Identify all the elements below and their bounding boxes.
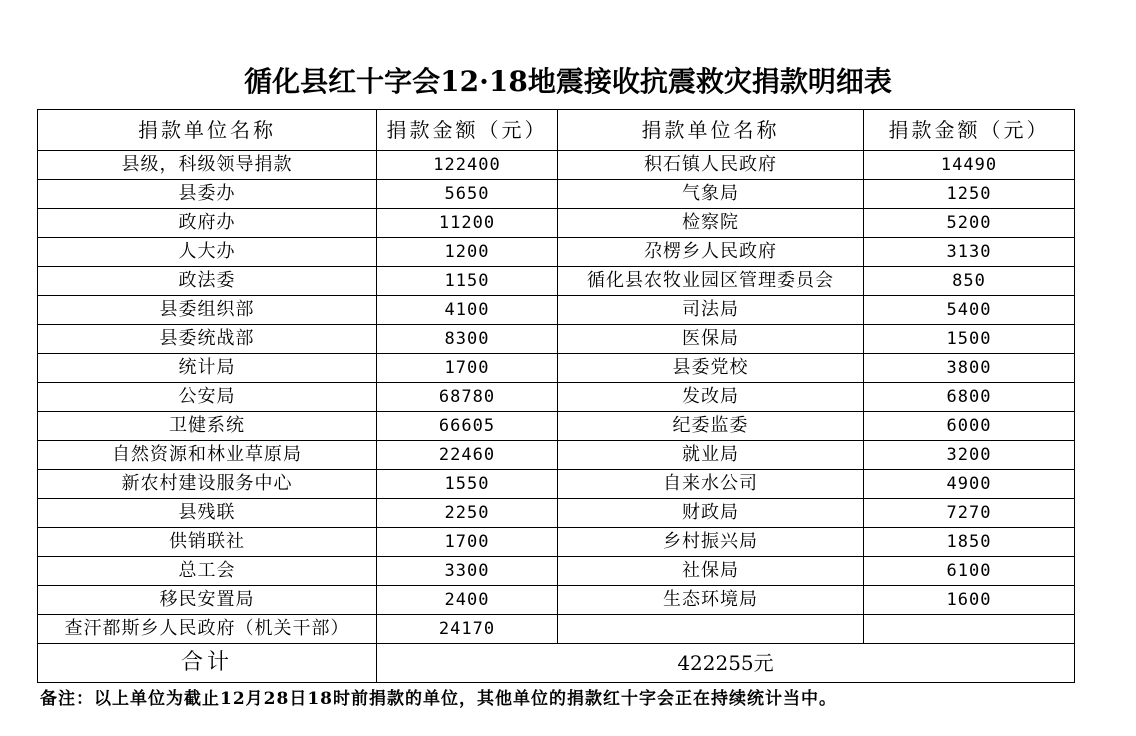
left-amount: 1700 bbox=[377, 354, 558, 383]
left-amount: 22460 bbox=[377, 441, 558, 470]
left-unit-name: 县委办 bbox=[38, 180, 377, 209]
left-unit-name: 县委统战部 bbox=[38, 325, 377, 354]
left-unit-name: 公安局 bbox=[38, 383, 377, 412]
left-amount: 11200 bbox=[377, 209, 558, 238]
right-amount: 14490 bbox=[864, 151, 1075, 180]
right-unit-name: 社保局 bbox=[558, 557, 864, 586]
right-unit-name: 尕楞乡人民政府 bbox=[558, 238, 864, 267]
donation-table bbox=[37, 109, 1075, 683]
left-amount: 2250 bbox=[377, 499, 558, 528]
left-unit-name: 县残联 bbox=[38, 499, 377, 528]
right-unit-name: 财政局 bbox=[558, 499, 864, 528]
left-amount: 122400 bbox=[377, 151, 558, 180]
page-title: 循化县红十字会12·18地震接收抗震救灾捐款明细表 bbox=[244, 65, 892, 98]
left-amount: 1700 bbox=[377, 528, 558, 557]
total-label: 合计 bbox=[38, 644, 377, 683]
table-row bbox=[38, 412, 1075, 441]
header-left-amount: 捐款金额（元） bbox=[377, 110, 558, 151]
right-unit-name: 纪委监委 bbox=[558, 412, 864, 441]
left-unit-name: 统计局 bbox=[38, 354, 377, 383]
left-amount: 4100 bbox=[377, 296, 558, 325]
footnote: 备注：以上单位为截止12月28日18时前捐款的单位，其他单位的捐款红十字会正在持续统计当中。 bbox=[40, 689, 837, 709]
table-header-row bbox=[38, 110, 1075, 151]
table-row bbox=[38, 528, 1075, 557]
right-amount: 6800 bbox=[864, 383, 1075, 412]
right-amount: 3800 bbox=[864, 354, 1075, 383]
header-right-amount: 捐款金额（元） bbox=[864, 110, 1075, 151]
right-amount: 7270 bbox=[864, 499, 1075, 528]
header-left-name: 捐款单位名称 bbox=[38, 110, 377, 151]
right-unit-name: 县委党校 bbox=[558, 354, 864, 383]
left-unit-name: 人大办 bbox=[38, 238, 377, 267]
right-amount: 6000 bbox=[864, 412, 1075, 441]
left-unit-name: 自然资源和林业草原局 bbox=[38, 441, 377, 470]
left-unit-name: 移民安置局 bbox=[38, 586, 377, 615]
left-unit-name: 总工会 bbox=[38, 557, 377, 586]
right-unit-name: 检察院 bbox=[558, 209, 864, 238]
right-unit-name: 司法局 bbox=[558, 296, 864, 325]
total-value: 422255元 bbox=[377, 644, 1075, 683]
table-row bbox=[38, 151, 1075, 180]
table-row bbox=[38, 238, 1075, 267]
right-amount: 1850 bbox=[864, 528, 1075, 557]
right-amount: 3130 bbox=[864, 238, 1075, 267]
left-amount: 68780 bbox=[377, 383, 558, 412]
left-amount: 5650 bbox=[377, 180, 558, 209]
right-amount: 850 bbox=[864, 267, 1075, 296]
left-unit-name: 政法委 bbox=[38, 267, 377, 296]
right-amount: 6100 bbox=[864, 557, 1075, 586]
left-unit-name: 新农村建设服务中心 bbox=[38, 470, 377, 499]
left-amount: 2400 bbox=[377, 586, 558, 615]
table-row bbox=[38, 267, 1075, 296]
right-unit-name: 医保局 bbox=[558, 325, 864, 354]
right-amount bbox=[864, 615, 1075, 644]
left-unit-name: 县级，科级领导捐款 bbox=[38, 151, 377, 180]
table-row bbox=[38, 557, 1075, 586]
left-amount: 1150 bbox=[377, 267, 558, 296]
right-unit-name: 发改局 bbox=[558, 383, 864, 412]
table-row bbox=[38, 296, 1075, 325]
left-amount: 24170 bbox=[377, 615, 558, 644]
table-row bbox=[38, 209, 1075, 238]
left-amount: 1200 bbox=[377, 238, 558, 267]
right-amount: 3200 bbox=[864, 441, 1075, 470]
right-unit-name: 生态环境局 bbox=[558, 586, 864, 615]
table-row bbox=[38, 499, 1075, 528]
left-unit-name: 供销联社 bbox=[38, 528, 377, 557]
left-amount: 1550 bbox=[377, 470, 558, 499]
table-row bbox=[38, 615, 1075, 644]
right-unit-name: 循化县农牧业园区管理委员会 bbox=[558, 267, 864, 296]
right-amount: 1500 bbox=[864, 325, 1075, 354]
table-row bbox=[38, 441, 1075, 470]
table-row bbox=[38, 325, 1075, 354]
right-unit-name: 气象局 bbox=[558, 180, 864, 209]
right-amount: 1600 bbox=[864, 586, 1075, 615]
right-amount: 5200 bbox=[864, 209, 1075, 238]
right-amount: 1250 bbox=[864, 180, 1075, 209]
left-amount: 3300 bbox=[377, 557, 558, 586]
right-amount: 5400 bbox=[864, 296, 1075, 325]
right-unit-name: 自来水公司 bbox=[558, 470, 864, 499]
right-amount: 4900 bbox=[864, 470, 1075, 499]
left-amount: 8300 bbox=[377, 325, 558, 354]
total-row bbox=[38, 644, 1075, 683]
right-unit-name: 乡村振兴局 bbox=[558, 528, 864, 557]
right-unit-name: 就业局 bbox=[558, 441, 864, 470]
table-row bbox=[38, 470, 1075, 499]
left-unit-name: 县委组织部 bbox=[38, 296, 377, 325]
left-unit-name: 卫健系统 bbox=[38, 412, 377, 441]
left-amount: 66605 bbox=[377, 412, 558, 441]
header-right-name: 捐款单位名称 bbox=[558, 110, 864, 151]
table-row bbox=[38, 383, 1075, 412]
table-row bbox=[38, 354, 1075, 383]
right-unit-name: 积石镇人民政府 bbox=[558, 151, 864, 180]
left-unit-name: 查汗都斯乡人民政府（机关干部） bbox=[38, 615, 377, 644]
left-unit-name: 政府办 bbox=[38, 209, 377, 238]
right-unit-name bbox=[558, 615, 864, 644]
table-row bbox=[38, 180, 1075, 209]
table-row bbox=[38, 586, 1075, 615]
